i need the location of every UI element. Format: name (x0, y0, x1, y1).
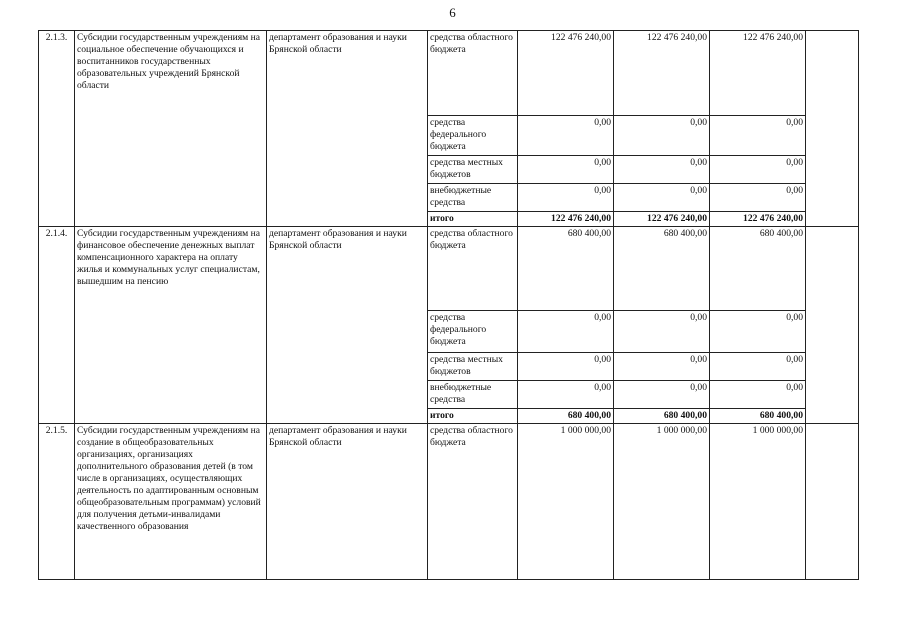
value-year-2: 122 476 240,00 (614, 31, 710, 116)
total-year-1: 680 400,00 (518, 409, 614, 424)
row-number: 2.1.5. (39, 424, 75, 580)
value-year-1: 122 476 240,00 (518, 31, 614, 116)
funding-source: внебюджетные средства (428, 184, 518, 212)
value-year-3: 680 400,00 (710, 227, 806, 311)
value-year-1: 1 000 000,00 (518, 424, 614, 580)
value-year-2: 1 000 000,00 (614, 424, 710, 580)
value-year-1: 0,00 (518, 156, 614, 184)
executor-name: департамент образования и науки Брянской области (267, 227, 428, 424)
empty-column (806, 31, 859, 227)
table-row (39, 424, 859, 580)
value-year-2: 0,00 (614, 353, 710, 381)
executor-name: департамент образования и науки Брянской области (267, 31, 428, 227)
value-year-3: 122 476 240,00 (710, 31, 806, 116)
value-year-2: 0,00 (614, 184, 710, 212)
value-year-2: 0,00 (614, 381, 710, 409)
value-year-3: 0,00 (710, 381, 806, 409)
funding-source-total: итого (428, 212, 518, 227)
value-year-1: 0,00 (518, 116, 614, 156)
funding-source: средства федерального бюджета (428, 311, 518, 353)
value-year-3: 0,00 (710, 184, 806, 212)
value-year-1: 0,00 (518, 353, 614, 381)
measure-name: Субсидии государственным учреждениям на создание в общеобразовательных организациях, организациях дополнительного образования детей (в том числе в организациях, осуществляющих деятельность по адаптированным основным общеобразовательным программам) условий для получения детьми-инвалидами качественного образования (75, 424, 267, 580)
value-year-1: 0,00 (518, 381, 614, 409)
funding-source: средства местных бюджетов (428, 156, 518, 184)
row-number: 2.1.3. (39, 31, 75, 227)
value-year-3: 0,00 (710, 353, 806, 381)
funding-source: средства областного бюджета (428, 31, 518, 116)
total-year-2: 122 476 240,00 (614, 212, 710, 227)
value-year-3: 1 000 000,00 (710, 424, 806, 580)
funding-source: средства областного бюджета (428, 424, 518, 580)
total-year-3: 680 400,00 (710, 409, 806, 424)
row-number: 2.1.4. (39, 227, 75, 424)
funding-source-total: итого (428, 409, 518, 424)
value-year-2: 0,00 (614, 311, 710, 353)
executor-name: департамент образования и науки Брянской области (267, 424, 428, 580)
total-year-2: 680 400,00 (614, 409, 710, 424)
measure-name: Субсидии государственным учреждениям на финансовое обеспечение денежных выплат компенсационного характера на оплату жилья и коммунальных услуг специалистам, вышедшим на пенсию (75, 227, 267, 424)
total-year-1: 122 476 240,00 (518, 212, 614, 227)
value-year-3: 0,00 (710, 116, 806, 156)
funding-source: средства федерального бюджета (428, 116, 518, 156)
table-row (39, 227, 859, 311)
funding-table (38, 30, 859, 580)
funding-source: средства местных бюджетов (428, 353, 518, 381)
value-year-1: 0,00 (518, 311, 614, 353)
value-year-3: 0,00 (710, 311, 806, 353)
funding-source: средства областного бюджета (428, 227, 518, 311)
total-year-3: 122 476 240,00 (710, 212, 806, 227)
empty-column (806, 424, 859, 580)
value-year-2: 0,00 (614, 156, 710, 184)
value-year-1: 0,00 (518, 184, 614, 212)
value-year-1: 680 400,00 (518, 227, 614, 311)
measure-name: Субсидии государственным учреждениям на социальное обеспечение обучающихся и воспитанников государственных образовательных учреждений Брянской области (75, 31, 267, 227)
value-year-3: 0,00 (710, 156, 806, 184)
table-row (39, 31, 859, 116)
page-number: 6 (449, 5, 456, 20)
funding-source: внебюджетные средства (428, 381, 518, 409)
value-year-2: 0,00 (614, 116, 710, 156)
empty-column (806, 227, 859, 424)
value-year-2: 680 400,00 (614, 227, 710, 311)
